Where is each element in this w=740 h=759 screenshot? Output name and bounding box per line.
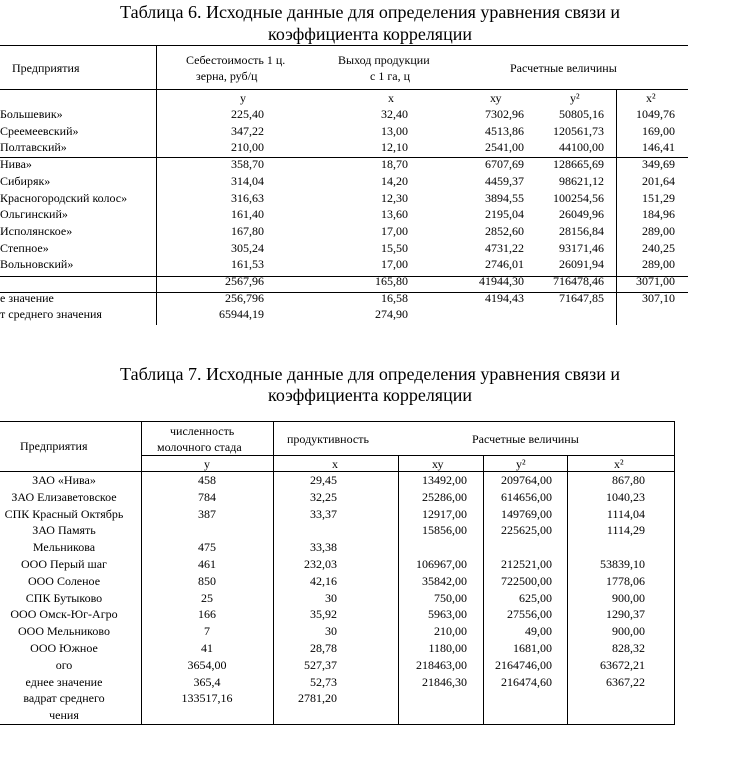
t6-cell: 274,90 (375, 307, 408, 322)
t7-row-label: еднее значение (25, 674, 103, 689)
table7-vline (674, 421, 675, 725)
t7-cell: 750,00 (434, 590, 467, 605)
t6-row-label: Полтавский» (0, 140, 67, 155)
t7-cell: 29,45 (310, 473, 337, 487)
t6-cell: 32,40 (381, 107, 408, 121)
t6-cell: 167,80 (231, 223, 264, 238)
t6-cell: 7302,96 (485, 107, 524, 121)
t7-cell: 828,32 (612, 641, 645, 655)
t6-cell: 2852,60 (485, 223, 524, 238)
t7-cell: 867,80 (612, 473, 645, 487)
t7-cell: 52,73 (310, 674, 337, 689)
t6-cell: 4459,37 (485, 173, 524, 188)
t6-row-label: Исполянское» (0, 223, 73, 238)
t7-cell: 232,03 (304, 557, 337, 571)
table7-rule (0, 724, 675, 725)
t7-cell: 42,16 (310, 573, 337, 588)
t6-row-label: т среднего значения (0, 307, 102, 322)
t7-cell: 21846,30 (422, 674, 467, 689)
t7-cell: 53839,10 (600, 557, 645, 571)
t7-cell: 7 (204, 624, 210, 639)
t6-cell: 18,70 (381, 157, 408, 172)
t7-cell: 216474,60 (501, 674, 552, 689)
t6-cell: 210,00 (231, 140, 264, 155)
t7-cell: 1114,29 (606, 523, 645, 538)
t6-cell: 169,00 (642, 123, 675, 138)
t7-cell: 15856,00 (422, 523, 467, 538)
t7-row-label: ЗАО Память (32, 523, 96, 538)
t7-cell: 35842,00 (422, 573, 467, 588)
t7-cell: 625,00 (519, 590, 552, 605)
table6-header-x: х (388, 91, 394, 105)
table7-header-x2: х² (614, 457, 624, 471)
t6-cell: 28156,84 (559, 223, 604, 238)
t6-cell: 314,04 (231, 173, 264, 188)
t6-cell: 17,00 (381, 223, 408, 238)
t7-cell: 387 (198, 506, 216, 521)
t7-cell: 6367,22 (606, 674, 645, 689)
table7-header-herd-line1: численность (170, 424, 235, 438)
t6-cell: 15,50 (381, 240, 408, 255)
t6-cell: 16,58 (381, 290, 408, 305)
t6-row-label: Среемеевский» (0, 123, 79, 138)
t6-row-label: Степное» (0, 240, 49, 255)
t6-cell: 184,96 (642, 207, 675, 222)
t7-cell: 461 (198, 557, 216, 571)
t6-cell: 65944,19 (219, 307, 264, 322)
t6-cell: 41944,30 (479, 274, 524, 288)
t7-cell: 25 (201, 590, 213, 605)
table6-rule (0, 89, 688, 90)
t6-cell: 120561,73 (553, 123, 604, 138)
table7-header-xy: ху (432, 457, 444, 471)
table7-title-line1: Таблица 7. Исходные данные для определения уравнения связи и (120, 364, 620, 384)
t7-cell: 35,92 (310, 607, 337, 622)
t7-row-label: вадрат среднего (23, 691, 105, 706)
t7-row-label: ООО Южное (30, 641, 98, 655)
table7-rule (141, 455, 675, 456)
t7-cell: 28,78 (310, 641, 337, 655)
t6-cell: 289,00 (642, 223, 675, 238)
t7-cell: 212521,00 (501, 557, 552, 571)
t6-cell: 2541,00 (485, 140, 524, 155)
t6-cell: 2567,96 (225, 274, 264, 288)
t6-cell: 256,796 (225, 290, 264, 305)
t6-cell: 13,00 (381, 123, 408, 138)
table6-header-x2: х² (646, 91, 656, 105)
t7-cell: 49,00 (525, 624, 552, 639)
t7-row-label: ООО Перый шаг (21, 557, 107, 571)
t6-cell: 165,80 (375, 274, 408, 288)
t6-cell: 128665,69 (553, 157, 604, 172)
t6-row-label: Вольновский» (0, 257, 74, 272)
t7-cell: 458 (198, 473, 216, 487)
t7-cell: 30 (325, 590, 337, 605)
table6-header-cost-line2: зерна, руб/ц (196, 69, 258, 83)
table6-header-enterprise: Предприятия (12, 61, 80, 75)
t7-cell: 12917,00 (422, 506, 467, 521)
t6-cell: 201,64 (642, 173, 675, 188)
t7-cell: 722500,00 (501, 573, 552, 588)
t6-cell: 50805,16 (559, 107, 604, 121)
t7-cell: 32,25 (310, 489, 337, 504)
t7-cell: 3654,00 (187, 657, 227, 672)
table7-header-x: х (332, 457, 338, 471)
t6-cell: 161,53 (231, 257, 264, 272)
t7-cell: 900,00 (612, 624, 645, 639)
t7-cell: 33,38 (310, 540, 337, 555)
t7-cell: 1290,37 (606, 607, 645, 622)
t6-cell: 2746,01 (485, 257, 524, 272)
table6-header-y: у (240, 91, 246, 105)
t7-cell: 30 (325, 624, 337, 639)
t7-cell: 209764,00 (501, 473, 552, 487)
t7-cell: 2781,20 (298, 691, 337, 706)
t6-cell: 12,30 (381, 190, 408, 205)
t7-cell: 166 (198, 607, 216, 622)
t6-cell: 225,40 (231, 107, 264, 121)
t6-cell: 93171,46 (559, 240, 604, 255)
t7-cell: 365,4 (193, 674, 221, 689)
t6-cell: 3071,00 (636, 274, 675, 288)
table6-title-line1: Таблица 6. Исходные данные для определения уравнения связи и (120, 2, 620, 22)
t6-cell: 100254,56 (553, 190, 604, 205)
t6-cell: 4194,43 (485, 290, 524, 305)
t6-cell: 17,00 (381, 257, 408, 272)
t6-cell: 240,25 (642, 240, 675, 255)
t6-cell: 6707,69 (485, 157, 524, 172)
t7-cell: 850 (198, 573, 216, 588)
t6-cell: 289,00 (642, 257, 675, 272)
t6-cell: 26091,94 (559, 257, 604, 272)
t6-cell: 12,10 (381, 140, 408, 155)
t7-cell: 784 (198, 489, 216, 504)
t7-cell: 133517,16 (181, 691, 233, 706)
t7-cell: 41 (201, 641, 213, 655)
t7-cell: 1114,04 (606, 506, 645, 521)
t7-cell: 1681,00 (513, 641, 552, 655)
table6-title-line2: коэффициента корреляции (268, 24, 472, 44)
t7-cell: 210,00 (434, 624, 467, 639)
t7-row-label: ЗАО Елизаветовское (11, 489, 117, 504)
t7-row-label: СПК Красный Октябрь (4, 506, 124, 521)
t7-cell: 225625,00 (501, 523, 552, 538)
t7-row-label: ООО Мельниково (18, 624, 110, 639)
table7-rule (0, 421, 675, 422)
t6-cell: 358,70 (231, 157, 264, 172)
t6-cell: 3894,55 (485, 190, 524, 205)
t7-row-label: СПК Бутыково (25, 590, 103, 605)
t7-cell: 1778,06 (606, 573, 645, 588)
t7-cell: 25286,00 (422, 489, 467, 504)
t7-cell: 527,37 (304, 657, 337, 672)
t7-row-label: чения (49, 708, 79, 723)
t7-cell: 33,37 (310, 506, 337, 521)
t6-cell: 349,69 (642, 157, 675, 172)
t6-cell: 13,60 (381, 207, 408, 222)
t6-cell: 305,24 (231, 240, 264, 255)
t6-cell: 4513,86 (485, 123, 524, 138)
t7-cell: 13492,00 (422, 473, 467, 487)
table7-header-productivity: продуктивность (287, 432, 369, 446)
t7-cell: 2164746,00 (495, 657, 552, 672)
t6-cell: 4731,22 (485, 240, 524, 255)
table6-header-cost-line1: Себестоимость 1 ц. (186, 53, 286, 67)
t6-cell: 2195,04 (485, 207, 524, 222)
t6-cell: 151,29 (642, 190, 675, 205)
t7-cell: 1040,23 (606, 489, 645, 504)
t6-cell: 14,20 (381, 173, 408, 188)
t6-row-label: Нива» (0, 157, 32, 172)
t7-row-label: Мельникова (32, 540, 96, 555)
t6-cell: 716478,46 (553, 274, 604, 288)
t7-row-label: ого (55, 657, 73, 672)
t7-cell: 900,00 (612, 590, 645, 605)
table6-rule (0, 45, 688, 46)
t6-cell: 98621,12 (559, 173, 604, 188)
t7-cell: 27556,00 (507, 607, 552, 622)
t7-row-label: ЗАО «Нива» (32, 473, 96, 487)
t7-cell: 5963,00 (428, 607, 467, 622)
t6-cell: 71647,85 (559, 290, 604, 305)
t6-cell: 1049,76 (636, 107, 675, 121)
table7-header-calculated: Расчетные величины (472, 432, 579, 446)
table7-rule (0, 471, 675, 472)
t6-row-label: Большевик» (0, 107, 63, 121)
table6-header-xy: ху (490, 91, 502, 105)
t6-row-label: Ольгинский» (0, 207, 68, 222)
t7-cell: 63672,21 (600, 657, 645, 672)
t6-row-label: Красногородский колос» (0, 190, 128, 205)
table7-title-line2: коэффициента корреляции (268, 385, 472, 405)
t6-row-label: е значение (0, 290, 54, 305)
t6-cell: 161,40 (231, 207, 264, 222)
t7-cell: 218463,00 (416, 657, 467, 672)
t7-cell: 614656,00 (501, 489, 552, 504)
t7-row-label: ООО Омск-Юг-Агро (10, 607, 118, 622)
table6-header-y2: у² (570, 91, 580, 105)
table7-header-y2: у² (516, 457, 526, 471)
table7-header-enterprise: Предприятия (20, 439, 88, 453)
table7-header-herd-line2: молочного стада (157, 440, 242, 454)
t7-row-label: ООО Соленое (27, 573, 101, 588)
t7-cell: 475 (198, 540, 216, 555)
table6-header-output-line2: с 1 га, ц (370, 69, 410, 83)
t6-cell: 316,63 (231, 190, 264, 205)
t6-cell: 44100,00 (559, 140, 604, 155)
t7-cell: 106967,00 (416, 557, 467, 571)
t6-cell: 347,22 (231, 123, 264, 138)
table6-header-calculated: Расчетные величины (510, 61, 617, 75)
table7-header-y: у (204, 457, 210, 471)
t6-cell: 26049,96 (559, 207, 604, 222)
t7-cell: 149769,00 (501, 506, 552, 521)
t7-cell: 1180,00 (428, 641, 467, 655)
t6-cell: 146,41 (642, 140, 675, 155)
t6-cell: 307,10 (642, 290, 675, 305)
t6-row-label: Сибиряк» (0, 173, 51, 188)
table6-header-output-line1: Выход продукции (338, 53, 430, 67)
